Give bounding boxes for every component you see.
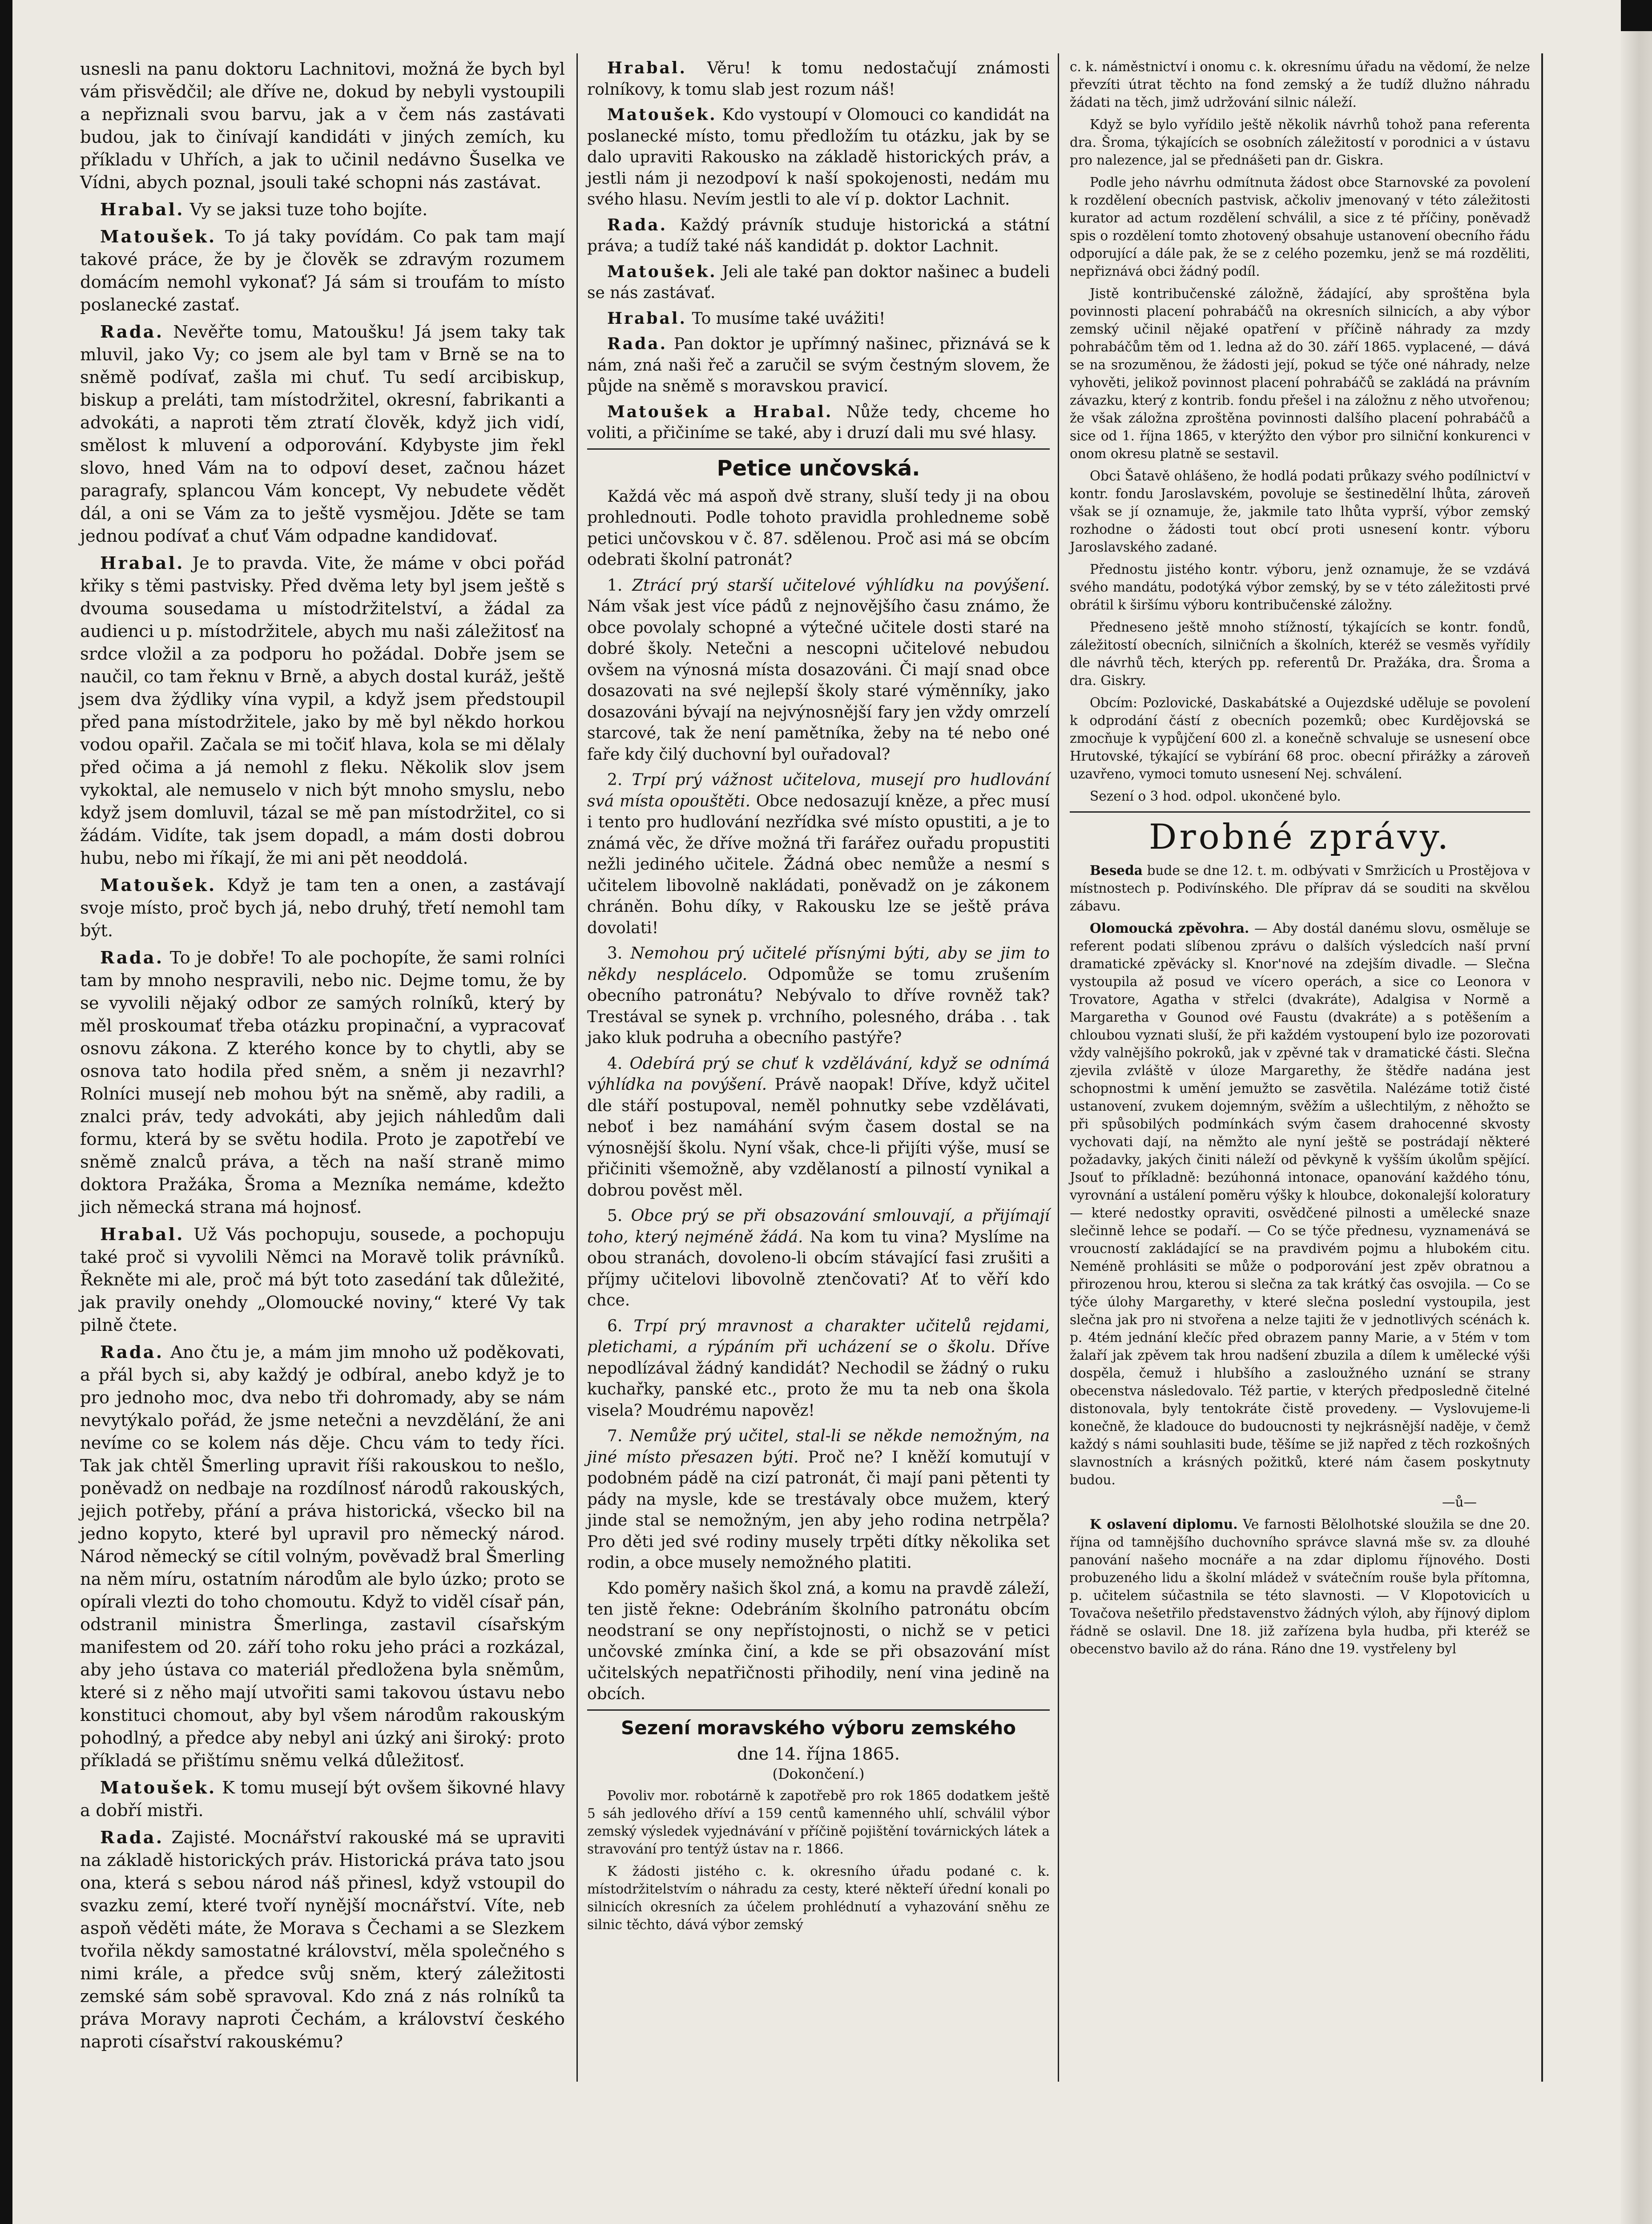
paragraph: Přednostu jistého kontr. výboru, jenž oznamuje, že se vzdává svého mandátu, podotýká výbor zemský, by se v této záležitosti prvé obrátil k širšímu výboru kontribučenské záložny. <box>1070 562 1530 612</box>
speaker: Matoušek. <box>100 875 217 895</box>
speaker: Rada. <box>607 215 668 234</box>
point-claim: Nemůže prý učitel, stal-li se někde nemožným, na jiné místo přesazen býti. <box>587 1427 1050 1467</box>
point-claim: Trpí prý mravnost a charakter učitelů rejdami, pletichami, a rýpáním při ucházení se o školu. <box>587 1317 1050 1356</box>
paragraph: Předneseno ještě mnoho stížností, týkajících se kontr. fondů, záležitostí obecních, silničních a školních, kteréž se vesměs vyřídily dle návrhů těch, kterých pp. referentů Dr. Pražáka, dra. Šroma a dra. Giskry. <box>1070 620 1530 688</box>
paragraph: Jistě kontribučenské záložně, žádající, aby sproštěna byla povinnosti placení pohrabáčů na okresních silnicích, a aby výbor zemský učinil nějaké opatření v příčině náhrady za mzdy pohrabáčům těm od 1. ledna až do 30. září 1865. vyplacené, — dává se na srozuměnou, že žádosti její, pokud se týče oné náhrady, nelze vyhověti, jelikož povinnost placení pohrabáčů se zakládá na právním závazku, který z kontrib. fondu přešel i na záložnu z něho utvořenou; že však záložna zproštěna povinnosti dalšího placení pohrabáčů a sice od 1. října 1865, v kterýžto den výbor pro silniční konkurenci v onom okresu platně se sestavil. <box>1070 286 1530 461</box>
section-title-sezeni: Sezení moravského výboru zemského <box>587 1709 1050 1739</box>
speech: Každý právník studuje historická a státní práva; a tudíž také náš kandidát p. doktor Lachnit. <box>587 216 1050 255</box>
speech: Je to pravda. Vite, že máme v obci pořád křiky s těmi pastvisky. Před dvěma lety byl jsem ještě s dvouma sousedama u místodržitelství, a žádal za audienci u p. místodržitele, abych mu naši záležitosť na srdce vložil a za podporu ho požádal. Dobře jsem se naučil, co tam řeknu v Brně, a abych dostal kuráž, ještě jsem dva žýdliky vína vypil, a když jsem předstoupil před pana místodržitele, jako by mě byl někdo horkou vodou opařil. Začala se mi točiť hlava, kola se mi dělaly před očima a já nemohl z fleku. Několik slov jsem vykoktal, ale nemuselo v nich být mnoho smyslu, nebo když jsem domluvil, tázal se mě pan místodržitel, co si žádám. Vidíte, tak jsem dopadl, a mám dosti dobrou hubu, nebo mi říkají, že mi ani pět neoddolá. <box>80 553 565 868</box>
dialogue-line <box>587 308 1050 330</box>
petition-point <box>587 1053 1050 1201</box>
speaker: Matoušek. <box>607 105 717 124</box>
point-reply: Obce nedosazují kněze, a přec musí i tento pro hudlování nezřídka své místo opustiti, a je to známá věc, že dříve možná tři farářez ouřadu propustiti nežli jediného učitele. Žádná obec nemůže a nesmí s učitelem libovolně nakládati, poněvadž on je zákonem chráněn. Bohu díky, v Rakousku lze se ještě práva dovolati! <box>587 792 1050 937</box>
speaker: Rada. <box>100 1342 164 1362</box>
speech: Věru! k tomu nedostačují známosti rolníkovy, k tomu slab jest rozum náš! <box>587 59 1050 99</box>
point-number: 5. <box>607 1207 623 1225</box>
speaker: Hrabal. <box>607 309 687 328</box>
speaker: Rada. <box>100 948 164 968</box>
news-text: Ve farnosti Bělolhotské sloužila se dne 20. října od tamnějšího duchovního správce slavná mše sv. za dlouhé panování našeho mocnáře a na zdar diplomu říjnového. Dosti probuzeného lidu a školní mládež v svátečním rouše byla přítomna, p. učitelem súčastnila se této slavnosti. — V Klopotovicích u Tovačova nešetřilo představenstvo žádných výloh, aby říjnový diplom řádně se oslavil. Dne 18. již zařízena byla hudba, při kteréž se obecenstvo bavilo až do rána. Ráno dne 19. vystřeleny byl <box>1070 1517 1530 1656</box>
paragraph: c. k. náměstnictví i onomu c. k. okresnímu úřadu na vědomí, že nelze převzíti útrat těchto na fond zemský a že tudíž dlužno náhradu žádati na těch, jimž udržování silnic náleží. <box>1070 59 1530 110</box>
speech: To musíme také uvážiti! <box>692 309 886 328</box>
dialogue-line <box>587 105 1050 210</box>
paragraph: Obcím: Pozlovické, Daskabátské a Oujezdské uděluje se povolení k odprodání částí z obecních pozemků; obec Kurdějovská se zmocňuje k vypůjčení 600 zl. a konečně schvaluje se usnesení obce Hrutovské, týkající se vybírání 68 proc. obecní přirážky a zároveň uzavřeno, vymoci tomuto usnesení Nej. schválení. <box>1070 695 1530 782</box>
speaker: Hrabal. <box>100 553 185 573</box>
speaker: Matoušek. <box>100 227 217 247</box>
speaker: Hrabal. <box>100 1225 185 1245</box>
column-right <box>1070 58 1530 1662</box>
speech: K tomu musejí být ovšem šikovné hlavy a dobří mistři. <box>80 1778 565 1821</box>
speaker: Rada. <box>100 1828 164 1848</box>
column-rule-2 <box>1058 53 1059 2082</box>
point-reply: Proč ne? I kněží komutují v podobném pádě na cizí patronát, či mají pani pětenti ty pády na mysle, kde se trestávaly obce mužem, který jinde stal se nemožným, jen aby jeho rodina netrpěla? Pro děti jed své rodiny musely trpěti dítky několika set rodin, a obce musely nemožného platiti. <box>587 1448 1050 1572</box>
column-rule-right <box>1541 53 1543 2082</box>
speech: Vy se jaksi tuze toho bojíte. <box>189 200 428 220</box>
paragraph: Obci Šatavě ohlášeno, že hodlá podati průkazy svého podílnictví v kontr. fondu Jaroslavském, povoluje se šestinedělní lhůta, zároveň však se jí oznamuje, že, jakmile tato lhůta vyprší, výbor zemský rozhodne o žádosti tout obcí proti usnesení kontr. výboru Jaroslavského zadané. <box>1070 468 1530 555</box>
speaker: Matoušek a Hrabal. <box>607 402 833 421</box>
speaker: Matoušek. <box>607 262 717 281</box>
speaker: Matoušek. <box>100 1778 217 1798</box>
news-item <box>1070 919 1530 1489</box>
dialogue-line <box>80 1826 565 2053</box>
point-number: 4. <box>607 1054 623 1073</box>
paragraph: Povoliv mor. robotárně k zapotřebě pro rok 1865 dodatkem ještě 5 sáh jedlového dříví a 159 centů kamenného uhlí, schválil výbor zemský výsledek vyjednávání v příčině pojištění továrnických látek a stravování pro tentýž ústav na r. 1866. <box>587 1788 1050 1857</box>
speaker: Hrabal. <box>100 200 185 220</box>
speech: To je dobře! To ale pochopíte, že sami rolníci tam by mnoho nespravili, nebo nic. Dejme tomu, že by se vyvolili nějaký odbor ze samých rolníků, který by měl proskoumať třeba otázku propinační, a vypracovať osnovu zákona. Z kterého konce by to chytli, aby se osnova tato hodila před sněm, a sněm ji nezavrhl? Rolníci musejí neb mohou být na sněmě, aby radili, a znalci práv, tedy advokáti, aby jejich náhledům dali formu, která by se světu hodila. Proto je zapotřebí ve sněmě znalců práva, a těch na naší straně mimo doktora Pražáka, Šroma a Mezníka nemáme, kdežto jich německá strana má hojnosť. <box>80 948 565 1217</box>
point-number: 1. <box>607 576 623 595</box>
petition-point <box>587 1316 1050 1422</box>
speech: Ano čtu je, a mám jim mnoho už poděkovati, a přál bych si, aby každý je odbíral, anebo když je to pro jednoho moc, dva nebo tři dohromady, aby se nám nevytýkalo pořád, že jsme netečni a nevzdělání, že ani nevíme co se kolem nás děje. Chcu vám to tedy říci. Tak jak chtěl Šmerling upravit říši rakouskou to nešlo, poněvadž on nedbaje na rozdílnosť národů rakouských, jejich potřeby, přání a práva historická, všecko bil na jedno kopyto, které byl upravil pro německý národ. Národ německý se cítil volným, pověvadž bral Šmerling na něm míru, ostatním národům ale bylo úzko; proto se opírali vlezti do toho chomoutu. Když to viděl císař pán, odstranil ministra Šmerlinga, zastavil císařským manifestem od 20. září toho roku jeho práci a rozkázal, aby jeho ústava co materiál předložena byla sněmům, které si z něho mají utvořiti sami takovou ústavu nebo konstituci chomout, aby byl všem národům rakouským pohodlný, a předce aby nebyl ani úzký ani široký: proto příkladá se přištímu sněmu velká důležitosť. <box>80 1342 565 1771</box>
point-claim: Obce prý se při obsazování smlouvají, a přijímají toho, který nejméně žádá. <box>587 1207 1050 1246</box>
point-number: 3. <box>607 944 623 963</box>
speech: Pan doktor je upřímný našinec, přiznává se k nám, zná naši řeč a zaručil se svým čestným slovem, že půjde na sněmě s moravskou pravicí. <box>587 335 1050 395</box>
dialogue-line <box>80 226 565 316</box>
speech: Zajisté. Mocnářství rakouské má se upraviti na základě historických práv. Historická práva tato jsou ona, která s sebou národ náš přinesl, když vstoupil do svazku zemí, které tvoří nynější mocnářství. Víte, neb aspoň věděti máte, že Morava s Čechami a se Slezkem tvořila někdy samostatné království, měla společného s nimi krále, a předce svůj sněm, který záležitosti zemské sám sobě spravoval. Kdo zná z nás rolníků ta práva Moravy naproti Čechám, a království českého naproti císařství rakouskému? <box>80 1828 565 2052</box>
dialogue-line <box>80 874 565 942</box>
point-claim: Nemohou prý učitelé přísnými býti, aby se jim to někdy nesplácelo. <box>587 944 1050 984</box>
petition-point <box>587 943 1050 1049</box>
paragraph: Kdo poměry našich škol zná, a komu na pravdě záleží, ten jistě řekne: Odebráním školního patronátu obcím neodstraní se ony nepřístojnosti, o nichž se v petici unčovské zmínka činí, a kde se při obsazování míst učitelských nepatřičnosti přihodily, není vina jedině na obcích. <box>587 1579 1050 1703</box>
dialogue-line <box>587 402 1050 444</box>
speech: Nůže tedy, chceme ho voliti, a přičiníme se také, aby i druzí dali mu své hlasy. <box>587 403 1050 442</box>
scan-dark-margin <box>0 0 12 2224</box>
speech: Už Vás pochopuju, sousede, a pochopuju také proč si vyvolili Němci na Moravě tolik právníků. Řekněte mi ale, proč má být toto zasedání tak důležité, jak pravily onehdy „Olomoucké noviny,“ které Vy tak pilně čtete. <box>80 1225 565 1335</box>
point-number: 6. <box>607 1317 623 1335</box>
news-item <box>1070 1515 1530 1658</box>
news-lead: K oslavení diplomu. <box>1090 1516 1238 1532</box>
point-claim: Trpí prý vážnost učitelova, musejí pro hudlování svá místa opouštěti. <box>587 771 1050 810</box>
point-reply: Právě naopak! Dříve, když učitel dle stáří postupoval, neměl pohnutky sebe vzdělávati, neboť i bez namáhání svým časem dostal se na výnosnější školu. Nyní však, chce-li přijíti výše, musí se přičiniti všemožně, aby vzdělaností a pilností vynikal a dobrou pověst měl. <box>587 1076 1050 1200</box>
speaker: Rada. <box>607 334 668 353</box>
dialogue-line <box>587 58 1050 100</box>
paragraph: Podle jeho návrhu odmítnuta žádost obce Starnovské za povolení k rozdělení obecních pastvisk, ačkoliv jmenovaný v této záležitosti kurator ad actum rozdělení schválil, a sice z té příčiny, poněvadž spis o rozdělení tomto zhotovený obsahuje ustanovení obecního řádu odporující a dále pak, že se z celého pozemku, jenž se má rozděliti, nepřiznává obci žádný podíl. <box>1070 175 1530 279</box>
dialogue-line <box>80 1341 565 1772</box>
news-text: — Aby dostál danému slovu, osměluje se referent podati slíbenou zprávu o dalších výsledcích naší první dramatické zpěvácky sl. Knor'nové na zdejším divadle. — Slečna vystoupila až posud ve vícero operách, a sice co Leonora v Trovatore, Agatha v střelci (dvakráte), Adalgisa v Normě a Margaretha v Gounod ové Faustu (dvakráte) a s potěšením a chloubou vyznati sluší, že při každém vystoupení bylo ize pozorovati vždy valnějšího pokroků, jak v zpěvné tak v dramatické části. Slečna zjevila zvláště v úloze Margarethy, že štědře nadána jest schopnostmi k umění jemužto se zasvětila. Nalézáme totiž čisté ustanovení, zvukem dojemným, svěžím a ušlechtilým, z něhožto se při spůsobilých podmínkách svým časem drahocenné skvosty vychovati dají, na němžto ale nyní ještě se postrádají některé požadavky, jakých činiti náleží od pěvkyně k vyšším úkolům spějící. Jsouť to příkladně: bezúhonná intonace, opanování každého tónu, vyrovnání a ustálení poměru výšky k hloubce, dokonalejší koloratury — které nedostky opraviti, osvědčené pilnosti a umělecké snaze slečinně lehce se podaří. — Co se týče přednesu, vyznamenává se vroucností zakládající se na pravdivém pojmu a hlubokém citu. Neméně prohlásiti se může o podporování jest zpěv obratnou a přirozenou hrou, kterou si slečna za tak krátký čas osvojila. — Co se týče úlohy Margarethy, v které slečna poslední vystoupila, jest slečna jak pro ni stvořena a nelze tajiti že v jednotlivých scénách k. p. 4tém jednání klečíc před obrazem panny Marie, a v 5tém v tom žalaří jak zpěvem tak hrou nadšení zbuzila a dílem k umělecké výši dospěla, čemuž i hlubšího a zasloužného uznání se strany obecenstva následovalo. Též partie, v kterých předposledně čitelné distonovala, byly tentokráte čistě provedeny. — Vyslovujeme-li konečně, že kladouce do budoucnosti ty nejkrásnější naděje, v čemž každý s námi souhlasiti bude, těšíme se již napřed z těch rozkošných slavnostních a krásných požitků, které nám časem poskytnuty budou. <box>1070 921 1530 1487</box>
paragraph: usnesli na panu doktoru Lachnitovi, možná že bych byl vám přisvědčil; ale dříve ne, dokud by nebyli vystoupili a nepřiznali svou barvu, jak a v čem nás zastávati budou, jak to činívají kandidáti v jiných zemích, ku příkladu v Uhřích, a jak to učinil nedávno Šuselka ve Vídni, abych poznal, jsouli také schopni nás zastávat. <box>80 59 565 193</box>
speaker: Hrabal. <box>607 59 687 77</box>
section-title-petice: Petice unčovská. <box>587 448 1050 481</box>
scan-page-edge <box>1621 0 1652 2224</box>
point-claim: Odebírá prý se chuť k vzdělávání, když se odnímá výhlídka na povýšení. <box>587 1054 1050 1094</box>
dialogue-line <box>80 947 565 1219</box>
column-left <box>80 58 565 2058</box>
petition-point <box>587 1426 1050 1574</box>
point-reply: Na kom tu vina? Myslíme na obou stranách, dovoleno-li obcím stávající fasi zrušiti a příjmy učitelovi libovolně ztenčovati? Ať to věří kdo chce. <box>587 1228 1050 1309</box>
point-reply: Odpomůže se tomu zrušením obecního patronátu? Nebývalo to dříve rovněž tak? Trestával se synek p. vrchního, polesného, drába . . tak jako kluk podruha a obecního pastýře? <box>587 965 1050 1047</box>
news-lead: Beseda <box>1090 862 1143 878</box>
point-reply: Nám však jest více pádů z nejnovějšího času známo, že obce povolaly schopné a výtečné učitele dosti staré na dobré školy. Netečni a nescopni učitelové nebudou ovšem na výnosná místa dosazováni. Či mají snad obce dosazovati na své nejlepší školy staré výměnníky, jako dosazováni bývají na nejvýnosnější fary jen vždy omrzelí starcové, tak že není pamětníka, žeby na té nebo oné faře kdy čilý duchovní byl ouřadoval? <box>587 597 1050 764</box>
petition-point <box>587 770 1050 939</box>
point-number: 2. <box>607 771 623 789</box>
speech: To já taky povídám. Co pak tam mají takové práce, že by je člověk se zdravým rozumem domácím nemohl vykonať? Já sám si troufám to místo poslanecké zastať. <box>80 227 565 315</box>
dialogue-line <box>80 198 565 221</box>
speech: Kdo vystoupí v Olomouci co kandidát na poslanecké místo, tomu předložím tu otázku, jak by se dalo upraviti Rakousko na základě historických práv, a jestli nám ji nezodpoví k naší spokojenosti, nedám mu svého hlasu. Nevím jestli to ale ví p. doktor Lachnit. <box>587 106 1050 209</box>
section-date: dne 14. října 1865. <box>737 1744 900 1764</box>
section-subtitle: (Dokončení.) <box>772 1765 865 1782</box>
scan-corner-mark <box>1621 0 1652 31</box>
speech: Když je tam ten a onen, a zastávají svoje místo, proč bych já, nebo druhý, třetí nemohl tam být. <box>80 875 565 941</box>
petition-point <box>587 1205 1050 1311</box>
paragraph: Každá věc má aspoň dvě strany, sluší tedy ji na obou prohlednouti. Podle tohoto pravidla prohledneme sobě petici unčovskou v č. 87. sdělenou. Proč asi má se obcím odebrati školní patronát? <box>587 487 1050 569</box>
speech: Nevěřte tomu, Matoušku! Já jsem taky tak mluvil, jako Vy; co jsem ale byl tam v Brně se na to sněmě podívať, zašla mi chuť. Tu sedí arcibiskup, biskup a preláti, tam místodržitel, okresní, fabrikanti a advokáti, a naproti těm ztratí člověk, když jich vidí, smělost k mluvení a odporování. Kdybyste jim řekl slovo, hned Vám na to odpoví deset, začnou házet paragrafy, splancou Vám koncept, Vy nebudete vědět dál, a oni se Vám za to ještě vysmějou. Jděte se tam jednou podívať a chuť Vám odpadne kandidovať. <box>80 322 565 546</box>
dialogue-line <box>587 262 1050 304</box>
author-signoff: —ů— <box>1442 1495 1477 1510</box>
petition-point <box>587 575 1050 766</box>
dialogue-line <box>80 552 565 870</box>
point-reply: Dříve nepodlízával žádný kandidát? Nechodil se žádný o ruku kuchařky, panské etc., proto že mu ta neb ona škola visela? Moudrému napověz! <box>587 1338 1050 1420</box>
column-middle <box>587 58 1050 1938</box>
dialogue-line <box>587 215 1050 257</box>
point-number: 7. <box>607 1427 623 1445</box>
dialogue-line <box>80 1777 565 1822</box>
section-title-drobne: Drobné zprávy. <box>1070 811 1530 857</box>
dialogue-line <box>587 334 1050 397</box>
column-rule-1 <box>576 53 578 2082</box>
paragraph: K žádosti jistého c. k. okresního úřadu podané c. k. místodržitelstvím o náhradu za cesty, které někteří úřední konali po silnicích okresních za účelem prohlédnutí a vyhazování sněhu ze silnic těchto, dává výbor zemský <box>587 1863 1050 1932</box>
point-claim: Ztrácí prý starší učitelové výhlídku na povýšení. <box>632 576 1050 595</box>
speaker: Rada. <box>100 322 164 342</box>
news-text: bude se dne 12. t. m. odbývati v Smržicích u Prostějova v místnostech p. Podivínského. Dle příprav dá se souditi na skvělou zábavu. <box>1070 863 1530 914</box>
paragraph: Když se bylo vyřídilo ještě několik návrhů tohož pana referenta dra. Šroma, týkajících se osobních záležitostí v porodnici a v ústavu pro nalezence, jal se přednášeti pan dr. Giskra. <box>1070 117 1530 168</box>
dialogue-line <box>80 321 565 548</box>
paragraph: Sezení o 3 hod. odpol. ukončené bylo. <box>1090 789 1341 804</box>
dialogue-line <box>80 1223 565 1337</box>
speech: Jeli ale také pan doktor našinec a budeli se nás zastávať. <box>587 262 1050 302</box>
news-lead: Olomoucká zpěvohra. <box>1090 920 1249 936</box>
news-item <box>1070 862 1530 915</box>
